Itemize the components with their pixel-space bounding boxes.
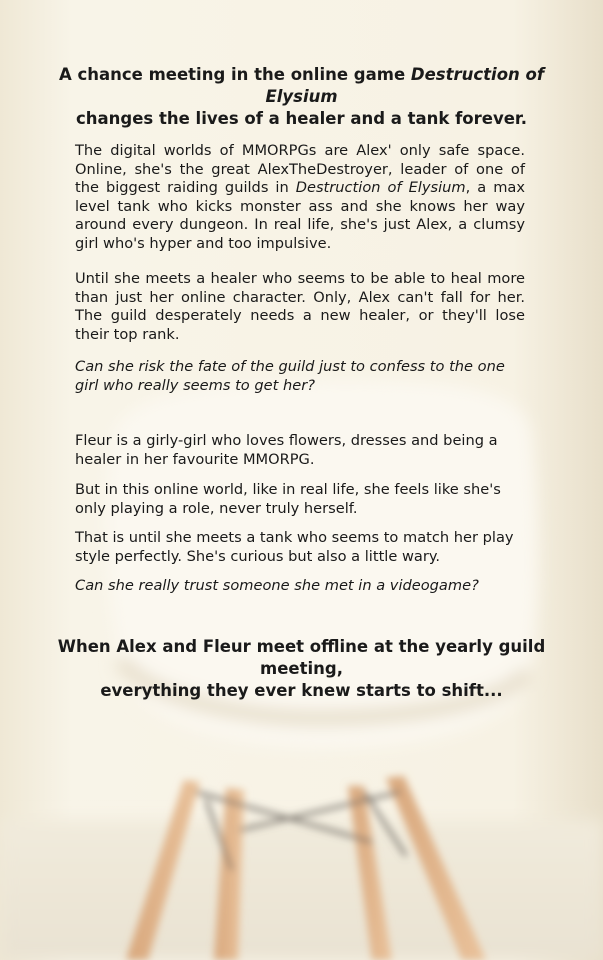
closing-headline [30, 636, 573, 702]
fleur-question: Can she really trust someone she met in a videogame? [75, 577, 479, 594]
tagline-game-title: Destruction of Elysium [265, 65, 545, 106]
fleur-paragraph-1: Fleur is a girly-girl who loves flowers, dresses and being a healer in her favourite MMORPG. [75, 432, 498, 468]
closing-line-1: When Alex and Fleur meet offline at the yearly guild meeting, [57, 637, 546, 678]
fleur-paragraph-3: That is until she meets a tank who seems to match her play style perfectly. She's curious but also a little wary. [75, 529, 514, 565]
alex-p1-game-title: Destruction of Elysium [295, 179, 466, 197]
alex-p1-text-b: , a max level tank who kicks monster ass and she knows her way around every dungeon. In real life, she's just Alex, a clumsy girl who's hyper and too impulsive. [75, 179, 525, 252]
tagline-headline [30, 64, 573, 130]
alex-paragraph-2: Until she meets a healer who seems to be able to heal more than just her online character. Only, Alex can't fall for her. The guild desperately needs a new healer, or they'll lose their top rank. [75, 270, 525, 343]
fleur-paragraph-2: But in this online world, like in real life, she feels like she's only playing a role, never truly herself. [75, 481, 501, 517]
alex-paragraph-1 [75, 142, 525, 254]
alex-p1-text-a: The digital worlds of MMORPGs are Alex' only safe space. Online, she's the great AlexTheDestroyer, leader of one of the biggest raiding guilds in [75, 142, 525, 197]
tagline-post: changes the lives of a healer and a tank forever. [76, 109, 527, 128]
tagline-pre: A chance meeting in the online game [58, 65, 411, 84]
alex-question: Can she risk the fate of the guild just to confess to the one girl who really seems to get her? [75, 358, 505, 394]
closing-line-2: everything they ever knew starts to shift... [100, 681, 503, 700]
